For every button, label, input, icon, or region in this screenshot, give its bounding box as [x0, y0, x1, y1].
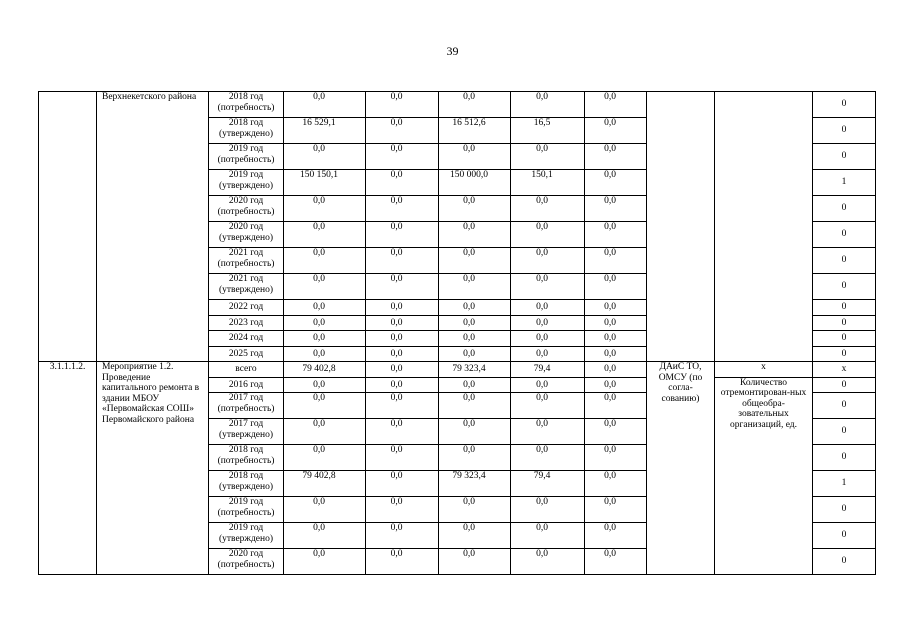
- value-cell-2: 0,0: [366, 118, 439, 144]
- indicator-value-cell: 0: [813, 248, 876, 274]
- value-cell-4: 0,0: [511, 549, 585, 575]
- value-cell-2: 0,0: [366, 362, 439, 378]
- year-cell: 2016 год: [209, 377, 284, 393]
- value-cell-3: 0,0: [439, 300, 511, 316]
- value-cell-2: 0,0: [366, 549, 439, 575]
- year-cell: 2017 год (утверждено): [209, 419, 284, 445]
- value-cell-1: 0,0: [284, 497, 366, 523]
- value-cell-1: 0,0: [284, 315, 366, 331]
- indicator-cell: [715, 92, 813, 362]
- value-cell-3: 0,0: [439, 222, 511, 248]
- value-cell-4: 16,5: [511, 118, 585, 144]
- value-cell-4: 0,0: [511, 274, 585, 300]
- value-cell-1: 79 402,8: [284, 362, 366, 378]
- value-cell-4: 0,0: [511, 393, 585, 419]
- value-cell-4: 0,0: [511, 445, 585, 471]
- value-cell-5: 0,0: [585, 300, 647, 316]
- executor-cell: [647, 92, 715, 362]
- value-cell-1: 0,0: [284, 393, 366, 419]
- value-cell-4: 79,4: [511, 362, 585, 378]
- year-cell: 2017 год (потребность): [209, 393, 284, 419]
- indicator-value-cell: 0: [813, 346, 876, 362]
- value-cell-3: 0,0: [439, 248, 511, 274]
- indicator-value-cell: 0: [813, 497, 876, 523]
- value-cell-2: 0,0: [366, 170, 439, 196]
- value-cell-2: 0,0: [366, 445, 439, 471]
- value-cell-2: 0,0: [366, 497, 439, 523]
- year-cell: 2019 год (утверждено): [209, 523, 284, 549]
- year-cell: 2023 год: [209, 315, 284, 331]
- value-cell-4: 0,0: [511, 497, 585, 523]
- indicator-value-cell: 0: [813, 549, 876, 575]
- value-cell-3: 0,0: [439, 346, 511, 362]
- indicator-value-cell: 0: [813, 274, 876, 300]
- year-cell: 2020 год (потребность): [209, 549, 284, 575]
- year-cell: 2022 год: [209, 300, 284, 316]
- value-cell-1: 0,0: [284, 300, 366, 316]
- value-cell-5: 0,0: [585, 377, 647, 393]
- indicator-header-cell: х: [715, 362, 813, 378]
- value-cell-3: 79 323,4: [439, 471, 511, 497]
- value-cell-5: 0,0: [585, 315, 647, 331]
- value-cell-3: 0,0: [439, 523, 511, 549]
- indicator-value-cell: 0: [813, 196, 876, 222]
- code-cell: 3.1.1.1.2.: [39, 362, 97, 575]
- value-cell-1: 16 529,1: [284, 118, 366, 144]
- value-cell-4: 0,0: [511, 248, 585, 274]
- value-cell-1: 0,0: [284, 248, 366, 274]
- table-body: [39, 92, 876, 575]
- table-row: [39, 92, 876, 118]
- value-cell-2: 0,0: [366, 144, 439, 170]
- indicator-value-cell: 0: [813, 118, 876, 144]
- value-cell-1: 0,0: [284, 419, 366, 445]
- year-cell: 2018 год (утверждено): [209, 118, 284, 144]
- executor-cell: ДАиС ТО, ОМСУ (по согла-сованию): [647, 362, 715, 575]
- value-cell-5: 0,0: [585, 419, 647, 445]
- year-cell: 2024 год: [209, 331, 284, 347]
- value-cell-3: 0,0: [439, 315, 511, 331]
- value-cell-5: 0,0: [585, 346, 647, 362]
- indicator-value-cell: 0: [813, 222, 876, 248]
- value-cell-2: 0,0: [366, 315, 439, 331]
- year-cell: 2019 год (потребность): [209, 497, 284, 523]
- value-cell-3: 0,0: [439, 274, 511, 300]
- value-cell-2: 0,0: [366, 274, 439, 300]
- value-cell-5: 0,0: [585, 144, 647, 170]
- indicator-value-cell: 0: [813, 315, 876, 331]
- indicator-value-cell: 1: [813, 471, 876, 497]
- value-cell-1: 0,0: [284, 144, 366, 170]
- value-cell-1: 0,0: [284, 222, 366, 248]
- table-row: [39, 362, 876, 378]
- value-cell-2: 0,0: [366, 523, 439, 549]
- year-cell: 2020 год (утверждено): [209, 222, 284, 248]
- value-cell-4: 0,0: [511, 419, 585, 445]
- value-cell-5: 0,0: [585, 196, 647, 222]
- year-cell: 2021 год (утверждено): [209, 274, 284, 300]
- year-cell: 2018 год (потребность): [209, 445, 284, 471]
- value-cell-5: 0,0: [585, 92, 647, 118]
- event-name-cell: Верхнекетского района: [97, 92, 209, 362]
- value-cell-1: 0,0: [284, 331, 366, 347]
- value-cell-5: 0,0: [585, 549, 647, 575]
- value-cell-1: 0,0: [284, 346, 366, 362]
- year-cell: 2018 год (потребность): [209, 92, 284, 118]
- value-cell-3: 0,0: [439, 144, 511, 170]
- value-cell-1: 150 150,1: [284, 170, 366, 196]
- value-cell-3: 16 512,6: [439, 118, 511, 144]
- value-cell-4: 0,0: [511, 377, 585, 393]
- value-cell-2: 0,0: [366, 300, 439, 316]
- year-cell: 2021 год (потребность): [209, 248, 284, 274]
- value-cell-5: 0,0: [585, 170, 647, 196]
- event-name-cell: Мероприятие 1.2. Проведение капитального ремонта в здании МБОУ «Первомайская СОШ» Первомайского района: [97, 362, 209, 575]
- value-cell-5: 0,0: [585, 471, 647, 497]
- indicator-value-cell: 0: [813, 445, 876, 471]
- indicator-value-cell: 0: [813, 377, 876, 393]
- value-cell-4: 0,0: [511, 523, 585, 549]
- value-cell-4: 0,0: [511, 222, 585, 248]
- indicator-value-cell: 1: [813, 170, 876, 196]
- value-cell-3: 0,0: [439, 393, 511, 419]
- indicator-value-cell: 0: [813, 144, 876, 170]
- value-cell-3: 0,0: [439, 419, 511, 445]
- value-cell-3: 0,0: [439, 331, 511, 347]
- value-cell-3: 0,0: [439, 377, 511, 393]
- value-cell-4: 79,4: [511, 471, 585, 497]
- value-cell-5: 0,0: [585, 497, 647, 523]
- value-cell-4: 0,0: [511, 92, 585, 118]
- value-cell-4: 0,0: [511, 346, 585, 362]
- value-cell-1: 0,0: [284, 274, 366, 300]
- code-cell: [39, 92, 97, 362]
- indicator-value-cell: 0: [813, 419, 876, 445]
- value-cell-3: 150 000,0: [439, 170, 511, 196]
- value-cell-5: 0,0: [585, 118, 647, 144]
- indicator-value-cell: 0: [813, 92, 876, 118]
- year-cell: 2025 год: [209, 346, 284, 362]
- value-cell-5: 0,0: [585, 393, 647, 419]
- indicator-value-cell: 0: [813, 331, 876, 347]
- value-cell-3: 0,0: [439, 196, 511, 222]
- value-cell-2: 0,0: [366, 346, 439, 362]
- value-cell-2: 0,0: [366, 196, 439, 222]
- value-cell-3: 0,0: [439, 92, 511, 118]
- value-cell-5: 0,0: [585, 523, 647, 549]
- value-cell-1: 0,0: [284, 92, 366, 118]
- value-cell-3: 0,0: [439, 445, 511, 471]
- value-cell-1: 0,0: [284, 196, 366, 222]
- year-cell: 2019 год (потребность): [209, 144, 284, 170]
- value-cell-3: 79 323,4: [439, 362, 511, 378]
- value-cell-1: 79 402,8: [284, 471, 366, 497]
- value-cell-4: 0,0: [511, 331, 585, 347]
- value-cell-2: 0,0: [366, 248, 439, 274]
- indicator-cell: Количество отремонтирован-ных общеобра-зовательных организаций, ед.: [715, 377, 813, 575]
- value-cell-5: 0,0: [585, 362, 647, 378]
- year-cell: 2018 год (утверждено): [209, 471, 284, 497]
- value-cell-1: 0,0: [284, 377, 366, 393]
- value-cell-4: 150,1: [511, 170, 585, 196]
- value-cell-3: 0,0: [439, 497, 511, 523]
- value-cell-1: 0,0: [284, 549, 366, 575]
- value-cell-4: 0,0: [511, 144, 585, 170]
- indicator-value-cell: 0: [813, 523, 876, 549]
- year-cell: всего: [209, 362, 284, 378]
- value-cell-5: 0,0: [585, 222, 647, 248]
- value-cell-5: 0,0: [585, 331, 647, 347]
- value-cell-2: 0,0: [366, 471, 439, 497]
- value-cell-5: 0,0: [585, 248, 647, 274]
- value-cell-1: 0,0: [284, 445, 366, 471]
- value-cell-2: 0,0: [366, 92, 439, 118]
- indicator-value-cell: 0: [813, 393, 876, 419]
- year-cell: 2019 год (утверждено): [209, 170, 284, 196]
- value-cell-4: 0,0: [511, 300, 585, 316]
- value-cell-2: 0,0: [366, 331, 439, 347]
- year-cell: 2020 год (потребность): [209, 196, 284, 222]
- value-cell-4: 0,0: [511, 315, 585, 331]
- value-cell-2: 0,0: [366, 393, 439, 419]
- value-cell-2: 0,0: [366, 222, 439, 248]
- value-cell-5: 0,0: [585, 274, 647, 300]
- value-cell-1: 0,0: [284, 523, 366, 549]
- indicator-value-cell: 0: [813, 300, 876, 316]
- value-cell-3: 0,0: [439, 549, 511, 575]
- value-cell-4: 0,0: [511, 196, 585, 222]
- indicator-value-cell: х: [813, 362, 876, 378]
- value-cell-5: 0,0: [585, 445, 647, 471]
- program-table: [38, 91, 876, 575]
- value-cell-2: 0,0: [366, 419, 439, 445]
- page-number: 39: [446, 44, 459, 58]
- value-cell-2: 0,0: [366, 377, 439, 393]
